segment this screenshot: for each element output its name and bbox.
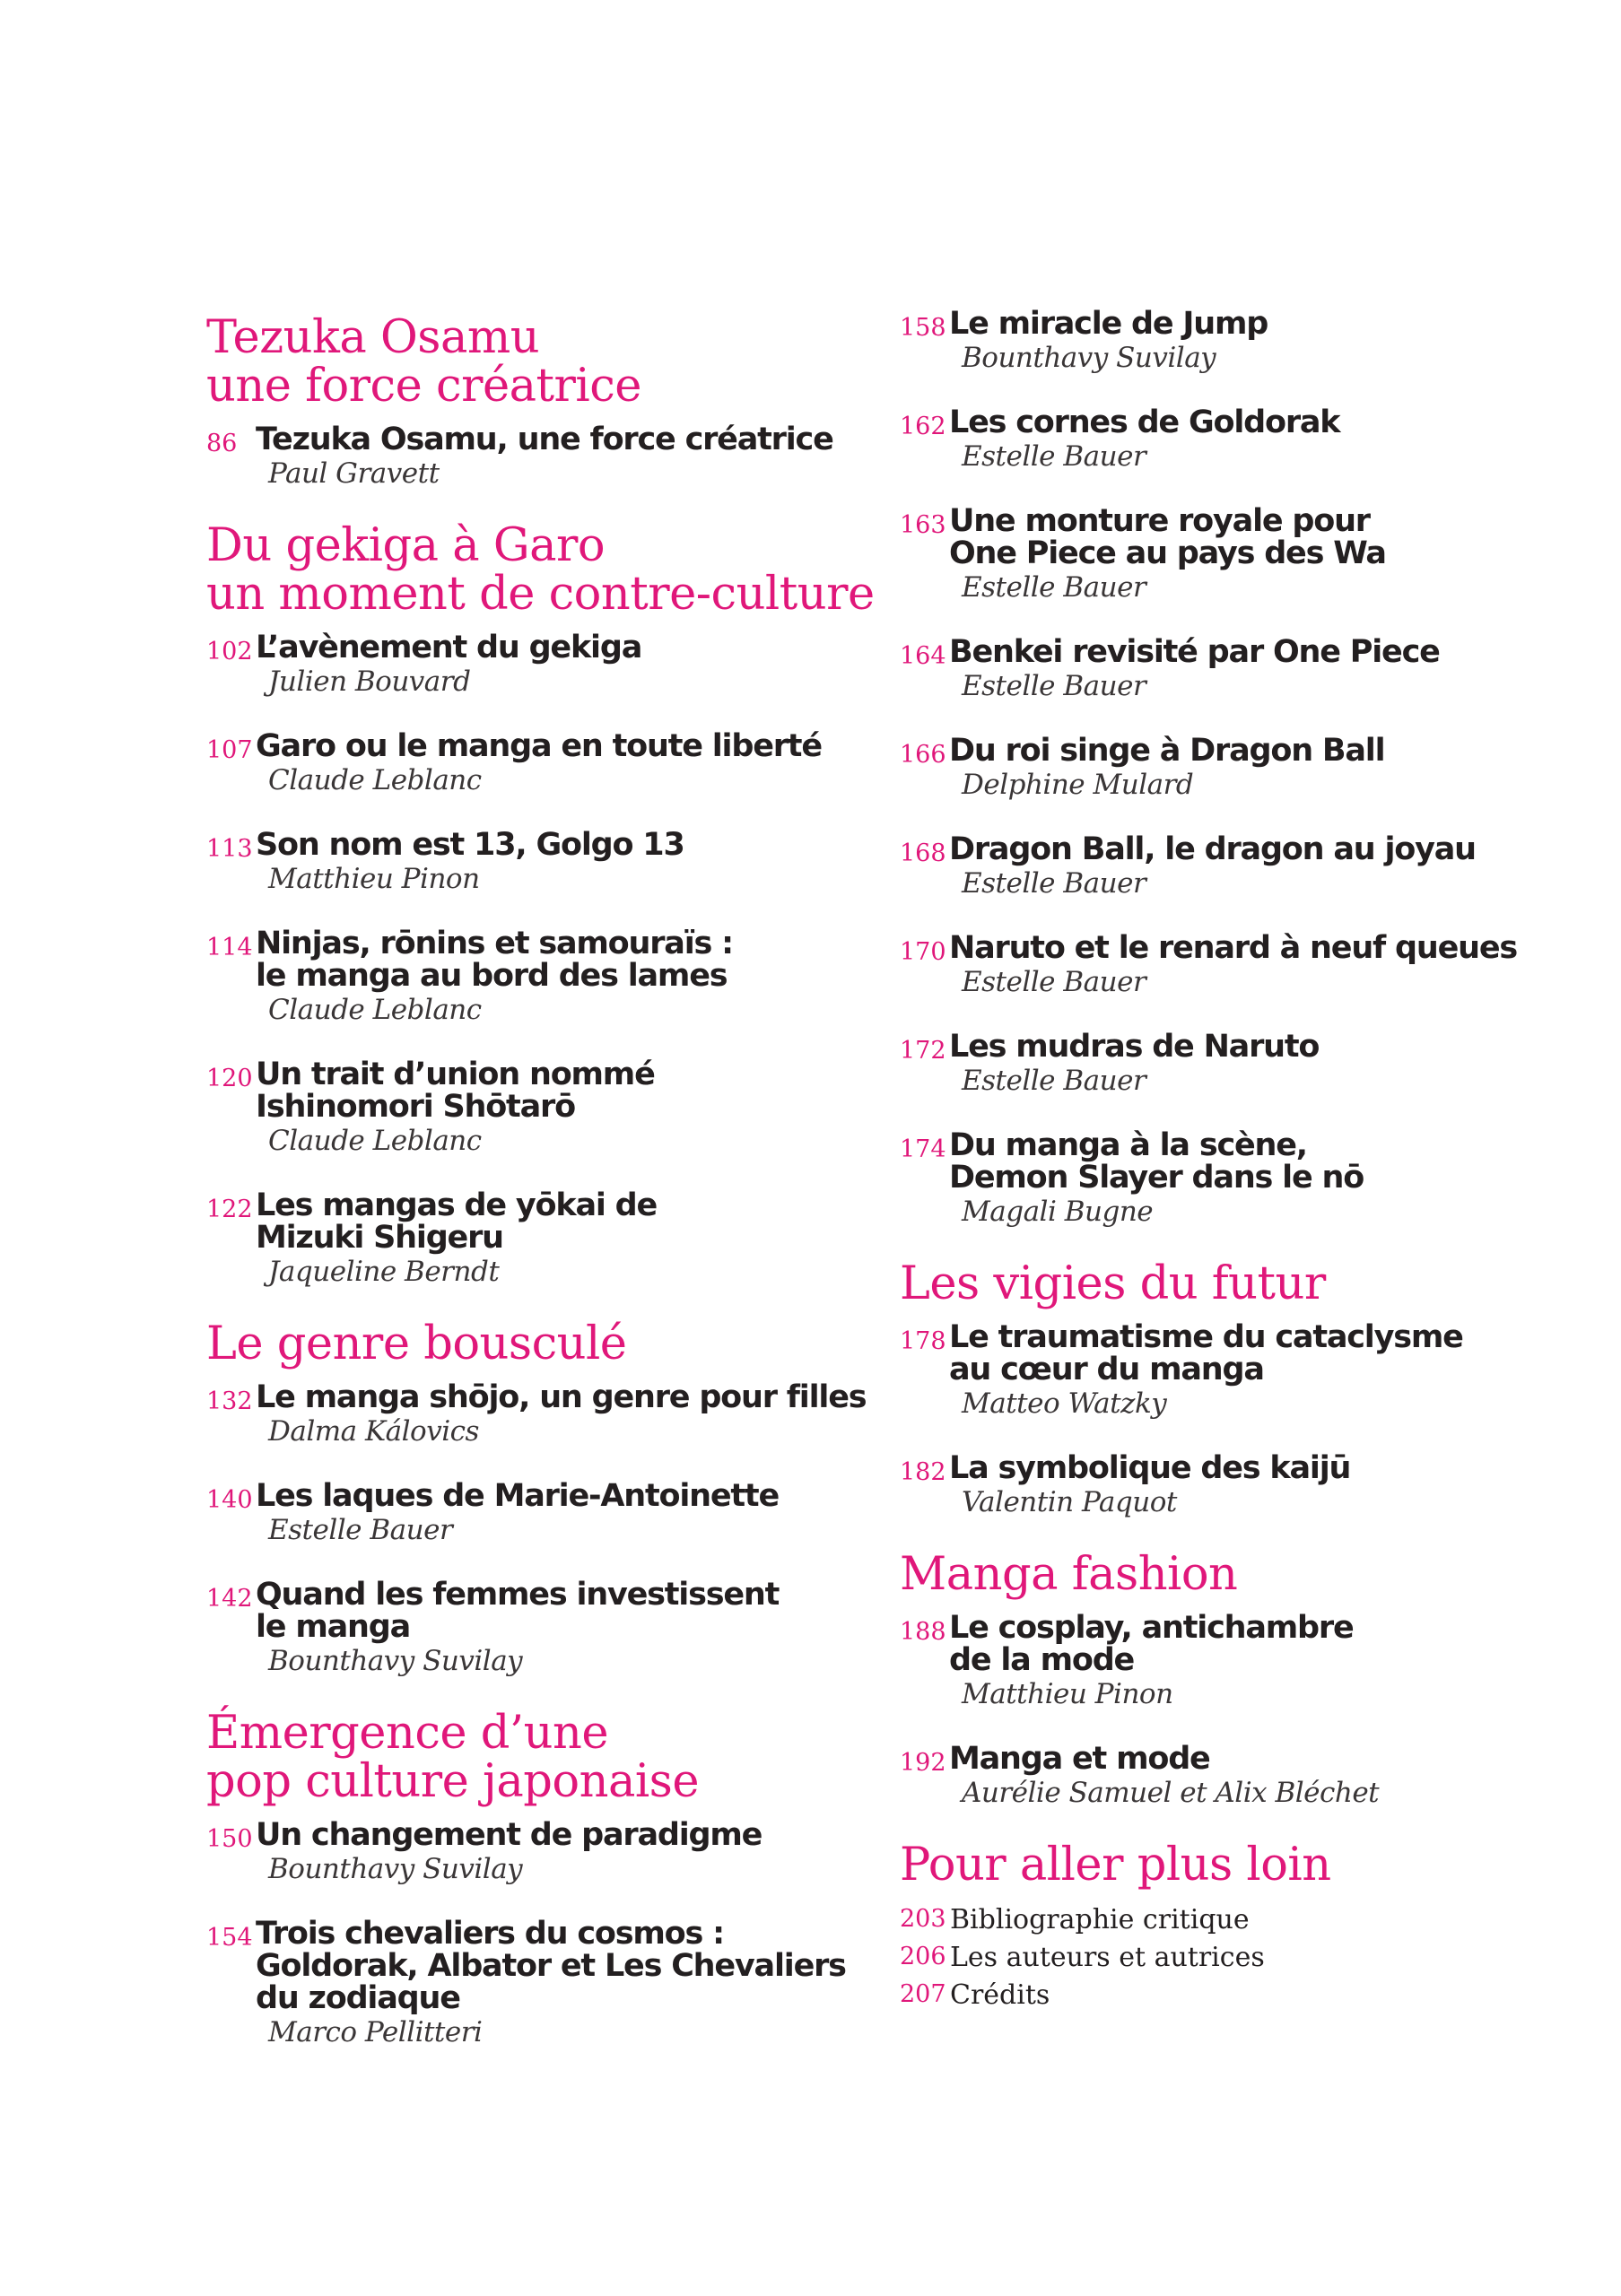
toc-entry[interactable] [206,1381,888,1449]
toc-entry[interactable] [206,1058,888,1159]
toc-entry[interactable] [900,1031,1608,1099]
section-title-line: Pour aller plus loin [900,1839,1331,1892]
entry-title: Le miracle de Jump [949,306,1268,342]
section-title-line: Les vigies du futur [900,1257,1326,1310]
page-number: 122 [206,1196,253,1223]
toc-section [900,308,1608,1230]
entry-title: Le traumatisme du cataclysme au cœur du manga [949,1319,1463,1387]
entry-author: Bounthavy Suvilay [962,342,1216,374]
entry-author: Jaqueline Berndt [268,1256,500,1288]
toc-column-left [206,311,888,2081]
page-number: 172 [900,1037,946,1065]
page-number: 86 [206,430,238,457]
page-number: 113 [206,835,253,863]
toc-entry[interactable] [900,1612,1608,1712]
entry-author: Paul Gravett [268,457,440,490]
entry-author: Bounthavy Suvilay [268,1645,523,1677]
entry-author: Marco Pellitteri [268,2016,483,2048]
entry-author: Claude Leblanc [268,1125,482,1157]
entry-title: Dragon Ball, le dragon au joyau [949,831,1476,867]
toc-extra-entry[interactable] [900,1902,1608,1940]
toc-entry[interactable] [900,1129,1608,1230]
entry-author: Aurélie Samuel et Alix Bléchet [962,1777,1380,1809]
toc-entry[interactable] [900,1743,1608,1811]
page-number: 206 [900,1943,946,1970]
entry-title: Trois chevaliers du cosmos : Goldorak, Albator et Les Chevaliers du zodiaque [256,1916,846,2016]
entry-author: Magali Bugne [962,1196,1154,1228]
toc-entry[interactable] [206,423,888,491]
page-number: 140 [206,1486,253,1514]
section-title [206,311,888,413]
page-number: 166 [900,741,946,769]
page-number: 164 [900,642,946,670]
entry-author: Estelle Bauer [962,1065,1146,1097]
entry-title: Quand les femmes investissent le manga [256,1577,780,1645]
toc-entry[interactable] [206,1189,888,1290]
toc-entry[interactable] [206,1480,888,1548]
entry-title: Ninjas, rōnins et samouraïs : le manga au bord des lames [256,926,733,994]
toc-extra-entry[interactable] [900,1940,1608,1978]
page-number: 174 [900,1135,946,1163]
entry-title: Garo ou le manga en toute liberté [256,728,822,764]
toc-entry[interactable] [900,1452,1608,1520]
page-number: 114 [206,934,253,961]
entry-author: Estelle Bauer [268,1514,453,1546]
extra-label: Les auteurs et autrices [950,1942,1265,1973]
entry-title: Les laques de Marie-Antoinette [256,1478,779,1514]
entry-title: Tezuka Osamu, une force créatrice [256,422,833,457]
entry-title: Naruto et le renard à neuf queues [949,930,1518,966]
entry-title: Manga et mode [949,1741,1210,1777]
page-number: 203 [900,1905,946,1933]
toc-entry[interactable] [206,829,888,897]
entry-title: Les mangas de yōkai de Mizuki Shigeru [256,1187,658,1256]
entry-title: Un trait d’union nommé Ishinomori Shōtarō [256,1057,655,1125]
entry-author: Estelle Bauer [962,670,1146,702]
section-title-line: Émergence d’une [206,1707,609,1760]
toc-section [206,1320,888,1679]
entry-author: Claude Leblanc [268,994,482,1026]
page-number: 168 [900,839,946,867]
page-number: 132 [206,1387,253,1415]
page-number: 158 [900,314,946,342]
entry-author: Delphine Mulard [962,769,1194,801]
section-title [900,1257,1608,1310]
entry-title: Le manga shōjo, un genre pour filles [256,1379,867,1415]
toc-entry[interactable] [900,308,1608,376]
page-number: 150 [206,1825,253,1853]
entry-title: Benkei revisité par One Piece [949,634,1440,670]
entry-title: Du manga à la scène, Demon Slayer dans le nō [949,1127,1364,1196]
toc-entry[interactable] [900,1321,1608,1422]
section-title [900,1548,1608,1601]
entry-author: Matthieu Pinon [962,1678,1173,1710]
toc-column-right [900,308,1608,2015]
entry-author: Bounthavy Suvilay [268,1853,523,1885]
toc-entry[interactable] [206,631,888,700]
section-title [900,1841,1608,1890]
toc-extra-entry[interactable] [900,1978,1608,2015]
page-number: 162 [900,413,946,440]
entry-author: Estelle Bauer [962,440,1146,473]
toc-entry[interactable] [900,735,1608,803]
page-number: 192 [900,1749,946,1777]
entry-title: Un changement de paradigme [256,1817,763,1853]
toc-entry[interactable] [206,1578,888,1679]
entry-title: L’avènement du gekiga [256,630,642,665]
toc-entry[interactable] [900,505,1608,605]
entry-author: Estelle Bauer [962,571,1146,604]
entry-title: Les mudras de Naruto [949,1029,1320,1065]
entry-author: Matteo Watzky [962,1387,1167,1420]
page-number: 142 [206,1585,253,1613]
section-title-line: un moment de contre-culture [206,568,875,621]
extra-label: Bibliographie critique [950,1904,1250,1935]
entry-title: Du roi singe à Dragon Ball [949,733,1385,769]
section-title-line: pop culture japonaise [206,1755,700,1808]
toc-entry[interactable] [206,927,888,1028]
toc-section [900,1548,1608,1811]
page-number: 102 [206,638,253,665]
toc-entry[interactable] [206,730,888,798]
toc-entry[interactable] [900,636,1608,704]
page-number: 154 [206,1924,253,1952]
toc-section [900,1841,1608,2015]
entry-author: Valentin Paquot [962,1486,1177,1518]
entry-author: Estelle Bauer [962,966,1146,998]
entry-title: Une monture royale pour One Piece au pays des Wa [949,503,1386,571]
page-number: 107 [206,736,253,764]
toc-entry[interactable] [206,1918,888,2050]
section-title-line: Du gekiga à Garo [206,519,606,572]
page-number: 120 [206,1065,253,1092]
toc-entry[interactable] [900,833,1608,901]
entry-title: Le cosplay, antichambre de la mode [949,1610,1354,1678]
toc-entry[interactable] [900,406,1608,474]
page-number: 207 [900,1980,946,2008]
toc-section [900,1257,1608,1520]
entry-title: La symbolique des kaijū [949,1450,1351,1486]
section-title-line: Manga fashion [900,1548,1238,1601]
toc-entry[interactable] [900,932,1608,1000]
page-number: 182 [900,1458,946,1486]
toc-section [206,519,888,1290]
entry-title: Son nom est 13, Golgo 13 [256,827,684,863]
section-title-line: Le genre bousculé [206,1318,627,1370]
section-title [206,1320,888,1369]
entry-author: Estelle Bauer [962,867,1146,900]
entry-author: Julien Bouvard [268,665,471,698]
toc-entry[interactable] [206,1819,888,1887]
section-title-line: Tezuka Osamu [206,311,540,364]
entry-author: Matthieu Pinon [268,863,480,895]
section-title-line: une force créatrice [206,360,641,413]
entry-author: Claude Leblanc [268,764,482,796]
entry-title: Les cornes de Goldorak [949,404,1340,440]
page-number: 170 [900,938,946,966]
page-number: 163 [900,511,946,539]
extra-label: Crédits [950,1979,1050,2011]
section-title [206,519,888,621]
toc-section [206,311,888,491]
entry-author: Dalma Kálovics [268,1415,479,1448]
page-number: 178 [900,1327,946,1355]
section-title [206,1709,888,1806]
toc-section [206,1709,888,2050]
page-number: 188 [900,1618,946,1646]
